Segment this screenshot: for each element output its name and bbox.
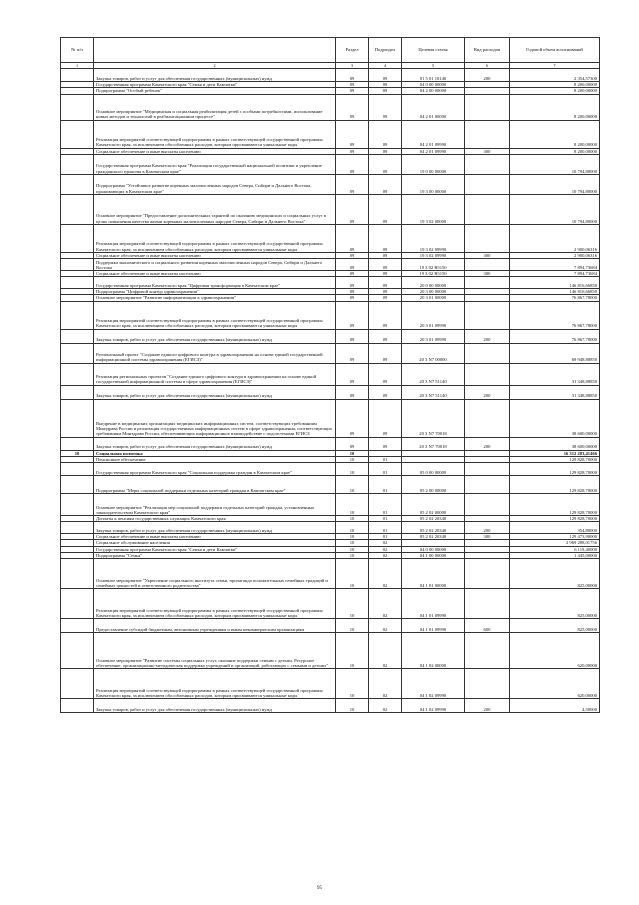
row-section: 09 [336,252,369,258]
row-name: Внедрение в медицинских организациях медицинских информационных систем, соответствующих требованиям Минздрава России и реализация государственных информационных систем в сфере здравоохранения, соответствующих требованиям Минздрава России, обеспечивающих информационное взаимодействие с подсистемами ЕГИСЗ [94,399,336,437]
row-amount: 31 348,88850 [510,363,600,385]
row-name: Основное мероприятие "Развитие системы социальных услуг, оказание поддержки семьям с детьми. Ресурсное обеспечение, организационно-методическая поддержка учреждений и организаций, работающих с семьями и детьми" [94,633,336,669]
row-target-article: 20 3 N7 00000 [402,343,465,363]
row-section: 09 [336,148,369,154]
row-expense-type [465,120,510,148]
table-row [61,559,600,589]
row-name: Закупка товаров, работ и услуг для обеспечения государственных (муниципальных) нужд [94,329,336,343]
row-name: Подпрограмма "Особый ребенок" [94,88,336,94]
row-number [61,343,94,363]
row-subsection: 01 [369,476,402,494]
row-name: Социальное обеспечение и иные выплаты населению [94,271,336,277]
row-number [61,174,94,194]
row-name: Реализация мероприятий соответствующей подпрограммы в рамках соответствующей государственной программы Камчатского края, за исключением обособленных расходов, которым присваиваются уникальные коды [94,301,336,329]
row-subsection: 02 [369,546,402,552]
row-section: 09 [336,295,369,301]
row-target-article: 04 0 00 00000 [402,82,465,88]
row-amount: 129 828,70000 [510,476,600,494]
row-name: Региональный проект "Создание единого цифрового контура в здравоохранении на основе единой государственной информационной системы здравоохранения (ЕГИСЗ)" [94,343,336,363]
table-row [61,633,600,669]
row-expense-type [465,463,510,476]
row-amount: 8 200,00000 [510,88,600,94]
row-name: Социальное обеспечение и иные выплаты населению [94,148,336,154]
row-target-article: 20 3 01 09990 [402,301,465,329]
row-section: 10 [336,589,369,619]
column-index: 7 [510,63,600,69]
row-number [61,463,94,476]
row-target-article: 04 1 01 09990 [402,589,465,619]
row-section: 09 [336,289,369,295]
row-name: Реализация региональных проектов "Создание единого цифрового контура в здравоохранении на основе единой государственной информационной системы в сфере здравоохранения (ЕГИСЗ)" [94,363,336,385]
row-number [61,494,94,516]
row-amount: 8 200,00000 [510,82,600,88]
row-amount: 76 867,78000 [510,301,600,329]
row-section: 09 [336,277,369,289]
row-amount: 620,00000 [510,669,600,699]
table-body [61,69,600,713]
row-expense-type [465,399,510,437]
row-amount: 2 969 288,01756 [510,540,600,546]
row-expense-type [465,194,510,224]
row-section: 10 [336,476,369,494]
row-section: 09 [336,399,369,437]
row-subsection: 09 [369,252,402,258]
row-expense-type [465,363,510,385]
row-expense-type: 300 [465,271,510,277]
row-target-article: 19 3 02 R5150 [402,271,465,277]
header-expense-type: Вид расходов [465,38,510,63]
row-expense-type [465,669,510,699]
row-number [61,522,94,534]
row-subsection: 09 [369,154,402,174]
row-section: 09 [336,343,369,363]
row-section: 09 [336,437,369,450]
row-number [61,329,94,343]
row-number [61,633,94,669]
row-subsection: 02 [369,540,402,546]
row-section: 10 [336,534,369,540]
row-expense-type [465,589,510,619]
row-name: Пенсионное обеспечение [94,456,336,462]
row-amount: 825,00000 [510,559,600,589]
row-target-article: 04 2 01 09990 [402,120,465,148]
row-target-article: 19 3 02 00000 [402,194,465,224]
row-expense-type: 200 [465,699,510,713]
row-target-article: 19 3 02 09990 [402,224,465,252]
table-row [61,69,600,82]
header-num: № п/п [61,38,94,63]
row-section: 09 [336,94,369,120]
row-amount: 4,50000 [510,699,600,713]
row-amount: 1 445,00000 [510,552,600,558]
row-expense-type [465,174,510,194]
row-amount: 7 894,73684 [510,271,600,277]
row-expense-type [465,277,510,289]
row-expense-type [465,559,510,589]
row-amount: 38 600,00000 [510,437,600,450]
row-subsection: 09 [369,343,402,363]
table-row [61,259,600,271]
row-target-article: 20 3 N7 70018 [402,399,465,437]
row-section: 10 [336,669,369,699]
row-amount: 31 348,88850 [510,385,600,399]
row-target-article: 04 1 02 09990 [402,669,465,699]
row-section: 09 [336,69,369,82]
row-target-article: 05 2 00 00000 [402,476,465,494]
row-name: Основное мероприятие "Предоставление дополнительных гарантий по оказанию медицинских и социальных услуг в целях повышения качества жизни коренных малочисленных народов Севера, Сибири и Дальнего Востока" [94,194,336,224]
table-row [61,120,600,148]
row-subsection: 09 [369,289,402,295]
table-row [61,277,600,289]
row-section: 09 [336,82,369,88]
row-target-article: 05 2 02 20340 [402,516,465,522]
header-annual-amount: Годовой объем ассигнований [510,38,600,63]
row-amount: 2 900,06316 [510,252,600,258]
table-row [61,589,600,619]
row-section: 10 [336,540,369,546]
table-row [61,669,600,699]
row-target-article: 04 1 02 09990 [402,699,465,713]
row-name: Закупка товаров, работ и услуг для обеспечения государственных (муниципальных) нужд [94,69,336,82]
row-amount: 69 948,88850 [510,343,600,363]
row-amount: 10 794,80000 [510,154,600,174]
row-subsection: 09 [369,69,402,82]
row-subsection: 09 [369,94,402,120]
row-section: 09 [336,174,369,194]
row-subsection: 01 [369,522,402,534]
row-expense-type [465,476,510,494]
row-expense-type: 200 [465,522,510,534]
row-target-article: 04 1 01 09990 [402,619,465,633]
row-target-article: 20 3 01 00000 [402,295,465,301]
row-section: 09 [336,154,369,174]
column-index: 6 [465,63,510,69]
row-section: 10 [336,516,369,522]
row-subsection: 01 [369,494,402,516]
row-expense-type: 200 [465,329,510,343]
row-name: Доплаты к пенсиям государственных служащих Камчатского края [94,516,336,522]
row-expense-type [465,154,510,174]
row-name: Государственная программа Камчатского края "Семья и дети Камчатки" [94,82,336,88]
row-amount: 2 900,06316 [510,224,600,252]
row-number [61,194,94,224]
row-target-article: 04 1 01 00000 [402,559,465,589]
row-subsection: 01 [369,456,402,462]
row-amount: 2 354,57300 [510,69,600,82]
table-row [61,329,600,343]
row-subsection: 02 [369,699,402,713]
row-amount: 6 119,40000 [510,546,600,552]
row-section: 10 [336,546,369,552]
row-section: 10 [336,522,369,534]
row-subsection: 02 [369,633,402,669]
row-subsection: 09 [369,363,402,385]
row-target-article: 04 1 02 00000 [402,633,465,669]
header-target-article: Целевая статья [402,38,465,63]
row-amount: 354,80000 [510,522,600,534]
row-name: Основное мероприятие "Медицинская и социальная реабилитация детей с особыми потребностями, использование новых методов и технологий в реабилитационном процессе" [94,94,336,120]
row-section: 10 [336,463,369,476]
row-section: 09 [336,271,369,277]
row-number [61,669,94,699]
row-target-article: 20 0 00 00000 [402,277,465,289]
column-index: 1 [61,63,94,69]
row-number: 10 [61,450,94,456]
table-row [61,494,600,516]
row-subsection: 09 [369,259,402,271]
row-expense-type [465,224,510,252]
page-number: 95 [317,886,322,891]
row-number [61,301,94,329]
row-name: Поддержка экономического и социального развития коренных малочисленных народов Севера, Сибири и Дальнего Востока [94,259,336,271]
row-subsection: 09 [369,194,402,224]
row-number [61,589,94,619]
table-row [61,363,600,385]
row-number [61,224,94,252]
row-expense-type [465,343,510,363]
table-row [61,522,600,534]
row-target-article: 19 3 02 R5150 [402,259,465,271]
row-amount: 129 828,70000 [510,463,600,476]
row-target-article: 20 3 N7 51140 [402,385,465,399]
row-name: Реализация мероприятий соответствующей подпрограммы в рамках соответствующей государственной программы Камчатского края, за исключением обособленных расходов, которым присваиваются уникальные коды [94,120,336,148]
table-row [61,476,600,494]
row-amount: 825,00000 [510,589,600,619]
row-name: Закупка товаров, работ и услуг для обеспечения государственных (муниципальных) нужд [94,522,336,534]
row-section: 09 [336,301,369,329]
row-section: 09 [336,363,369,385]
row-section: 09 [336,194,369,224]
row-subsection: 02 [369,552,402,558]
row-number [61,277,94,289]
row-amount: 146 816,66850 [510,277,600,289]
row-target-article: 19 3 00 00000 [402,174,465,194]
row-amount: 7 894,73684 [510,259,600,271]
row-name: Закупка товаров, работ и услуг для обеспечения государственных (муниципальных) нужд [94,437,336,450]
row-subsection: 09 [369,224,402,252]
column-index: 5 [402,63,465,69]
row-amount: 129 828,70000 [510,516,600,522]
table-row [61,619,600,633]
row-section: 10 [336,456,369,462]
row-number [61,385,94,399]
row-amount: 825,00000 [510,619,600,633]
table-row [61,399,600,437]
row-number [61,69,94,82]
row-target-article: 19 0 00 00000 [402,154,465,174]
row-target-article: 20 3 01 09990 [402,329,465,343]
row-name: Закупка товаров, работ и услуг для обеспечения государственных (муниципальных) нужд [94,385,336,399]
header-name [94,38,336,63]
row-amount: 76 867,78000 [510,295,600,301]
row-number [61,619,94,633]
row-name: Закупка товаров, работ и услуг для обеспечения государственных (муниципальных) нужд [94,699,336,713]
row-amount: 16 312 283,41466 [510,450,600,456]
row-number [61,699,94,713]
table-row [61,301,600,329]
row-number [61,363,94,385]
row-target-article: 20 3 N7 70018 [402,437,465,450]
row-subsection: 02 [369,619,402,633]
row-subsection: 02 [369,669,402,699]
row-expense-type: 300 [465,252,510,258]
row-target-article: 04 2 01 00000 [402,94,465,120]
row-number [61,559,94,589]
row-section: 10 [336,619,369,633]
row-expense-type [465,633,510,669]
table-row [61,385,600,399]
row-amount: 10 794,80000 [510,174,600,194]
row-section: 09 [336,259,369,271]
row-amount: 76 867,78000 [510,329,600,343]
row-amount: 38 600,00000 [510,399,600,437]
row-amount: 8 200,00000 [510,94,600,120]
row-name: Государственная программа Камчатского края "Семья и дети Камчатки" [94,546,336,552]
row-amount: 146 816,66850 [510,289,600,295]
row-target-article: 05 2 02 20340 [402,534,465,540]
row-expense-type [465,94,510,120]
row-expense-type: 300 [465,148,510,154]
row-amount: 129 473,90000 [510,534,600,540]
row-amount: 8 200,00000 [510,120,600,148]
row-name: Социальное обеспечение и иные выплаты населению [94,534,336,540]
row-number [61,437,94,450]
row-name: Государственная программа Камчатского края "Социальная поддержка граждан в Камчатском крае" [94,463,336,476]
column-index: 2 [94,63,336,69]
row-name: Подпрограмма "Цифровой контур здравоохранения" [94,289,336,295]
row-name: Основное мероприятие "Развитие информатизации в здравоохранении" [94,295,336,301]
table-header-row [61,38,600,63]
row-name: Социальное обслуживание населения [94,540,336,546]
row-target-article: 04 2 01 09990 [402,148,465,154]
row-subsection: 01 [369,534,402,540]
row-amount: 129 828,70000 [510,494,600,516]
row-target-article: 19 3 02 09990 [402,252,465,258]
row-subsection: 09 [369,88,402,94]
row-name: Предоставление субсидий бюджетным, автономным учреждениям и иным некоммерческим организациям [94,619,336,633]
row-name: Подпрограмма "Устойчивое развитие коренных малочисленных народов Севера, Сибири и Дальнего Востока, проживающих в Камчатском крае" [94,174,336,194]
row-subsection: 09 [369,174,402,194]
row-number [61,154,94,174]
row-number [61,120,94,148]
row-subsection: 02 [369,559,402,589]
table-row [61,437,600,450]
row-subsection: 02 [369,589,402,619]
row-expense-type [465,301,510,329]
row-name: Государственная программа Камчатского края "Реализация государственной национальной политики и укрепление гражданского единства в Камчатском крае" [94,154,336,174]
row-target-article: 05 0 00 00000 [402,463,465,476]
row-name: Подпрограмма "Семья" [94,552,336,558]
row-amount: 10 794,80000 [510,194,600,224]
row-section: 09 [336,224,369,252]
row-name: Реализация мероприятий соответствующей подпрограммы в рамках соответствующей государственной программы Камчатского края, за исключением обособленных расходов, которым присваиваются уникальные коды [94,589,336,619]
row-subsection: 09 [369,399,402,437]
row-expense-type: 300 [465,534,510,540]
row-subsection: 09 [369,148,402,154]
row-section: 10 [336,494,369,516]
row-section: 10 [336,552,369,558]
row-subsection: 09 [369,82,402,88]
row-amount: 620,00000 [510,633,600,669]
table-row [61,699,600,713]
row-target-article: 05 2 02 00000 [402,494,465,516]
row-subsection: 09 [369,271,402,277]
row-expense-type: 200 [465,385,510,399]
row-subsection: 09 [369,385,402,399]
row-section: 10 [336,559,369,589]
row-name: Основное мероприятие "Укрепление социального института семьи, пропаганда положительных семейных традиций и семейных ценностей и ответственного родительства" [94,559,336,589]
row-subsection: 09 [369,295,402,301]
row-section: 09 [336,88,369,94]
row-name: Государственная программа Камчатского края "Цифровая трансформация в Камчатском крае" [94,277,336,289]
row-name: Социальная политика [94,450,336,456]
table-row [61,224,600,252]
row-section: 10 [336,699,369,713]
row-name: Основное мероприятие "Реализация мер социальной поддержки отдельных категорий граждан, установленных законодательством Камчатского края" [94,494,336,516]
row-expense-type: 600 [465,619,510,633]
row-target-article: 04 1 00 00000 [402,552,465,558]
row-number [61,259,94,271]
row-subsection: 01 [369,463,402,476]
row-amount: 129 828,70000 [510,456,600,462]
row-name: Реализация мероприятий соответствующей подпрограммы в рамках соответствующей государственной программы Камчатского края, за исключением обособленных расходов, которым присваиваются уникальные коды [94,224,336,252]
row-expense-type [465,494,510,516]
row-expense-type [465,259,510,271]
column-index: 3 [336,63,369,69]
column-index: 4 [369,63,402,69]
row-name: Социальное обеспечение и иные выплаты населению [94,252,336,258]
table-row [61,343,600,363]
row-name: Подпрограмма "Меры социальной поддержки отдельных категорий граждан в Камчатском крае" [94,476,336,494]
header-section: Раздел [336,38,369,63]
row-target-article: 04 0 00 00000 [402,546,465,552]
table-row [61,194,600,224]
header-subsection: Подраздел [369,38,402,63]
row-subsection: 09 [369,301,402,329]
row-number [61,476,94,494]
row-section: 10 [336,450,369,456]
row-name: Реализация мероприятий соответствующей подпрограммы в рамках соответствующей государственной программы Камчатского края, за исключением обособленных расходов, которым присваиваются уникальные коды [94,669,336,699]
table-row [61,154,600,174]
row-amount: 8 200,00000 [510,148,600,154]
row-target-article: 01 5 01 10140 [402,69,465,82]
table-row [61,174,600,194]
row-subsection: 09 [369,329,402,343]
row-number [61,94,94,120]
row-target-article: 20 3 00 00000 [402,289,465,295]
row-target-article: 20 3 N7 51140 [402,363,465,385]
row-subsection: 01 [369,516,402,522]
row-section: 09 [336,385,369,399]
row-number [61,399,94,437]
row-section: 09 [336,329,369,343]
row-target-article: 05 2 02 20340 [402,522,465,534]
row-subsection: 09 [369,120,402,148]
row-section: 09 [336,120,369,148]
table-row [61,463,600,476]
budget-table [60,37,600,713]
row-expense-type: 200 [465,69,510,82]
table-row [61,94,600,120]
row-subsection: 09 [369,277,402,289]
row-expense-type: 200 [465,437,510,450]
row-section: 10 [336,633,369,669]
row-subsection: 09 [369,437,402,450]
row-target-article: 04 2 00 00000 [402,88,465,94]
